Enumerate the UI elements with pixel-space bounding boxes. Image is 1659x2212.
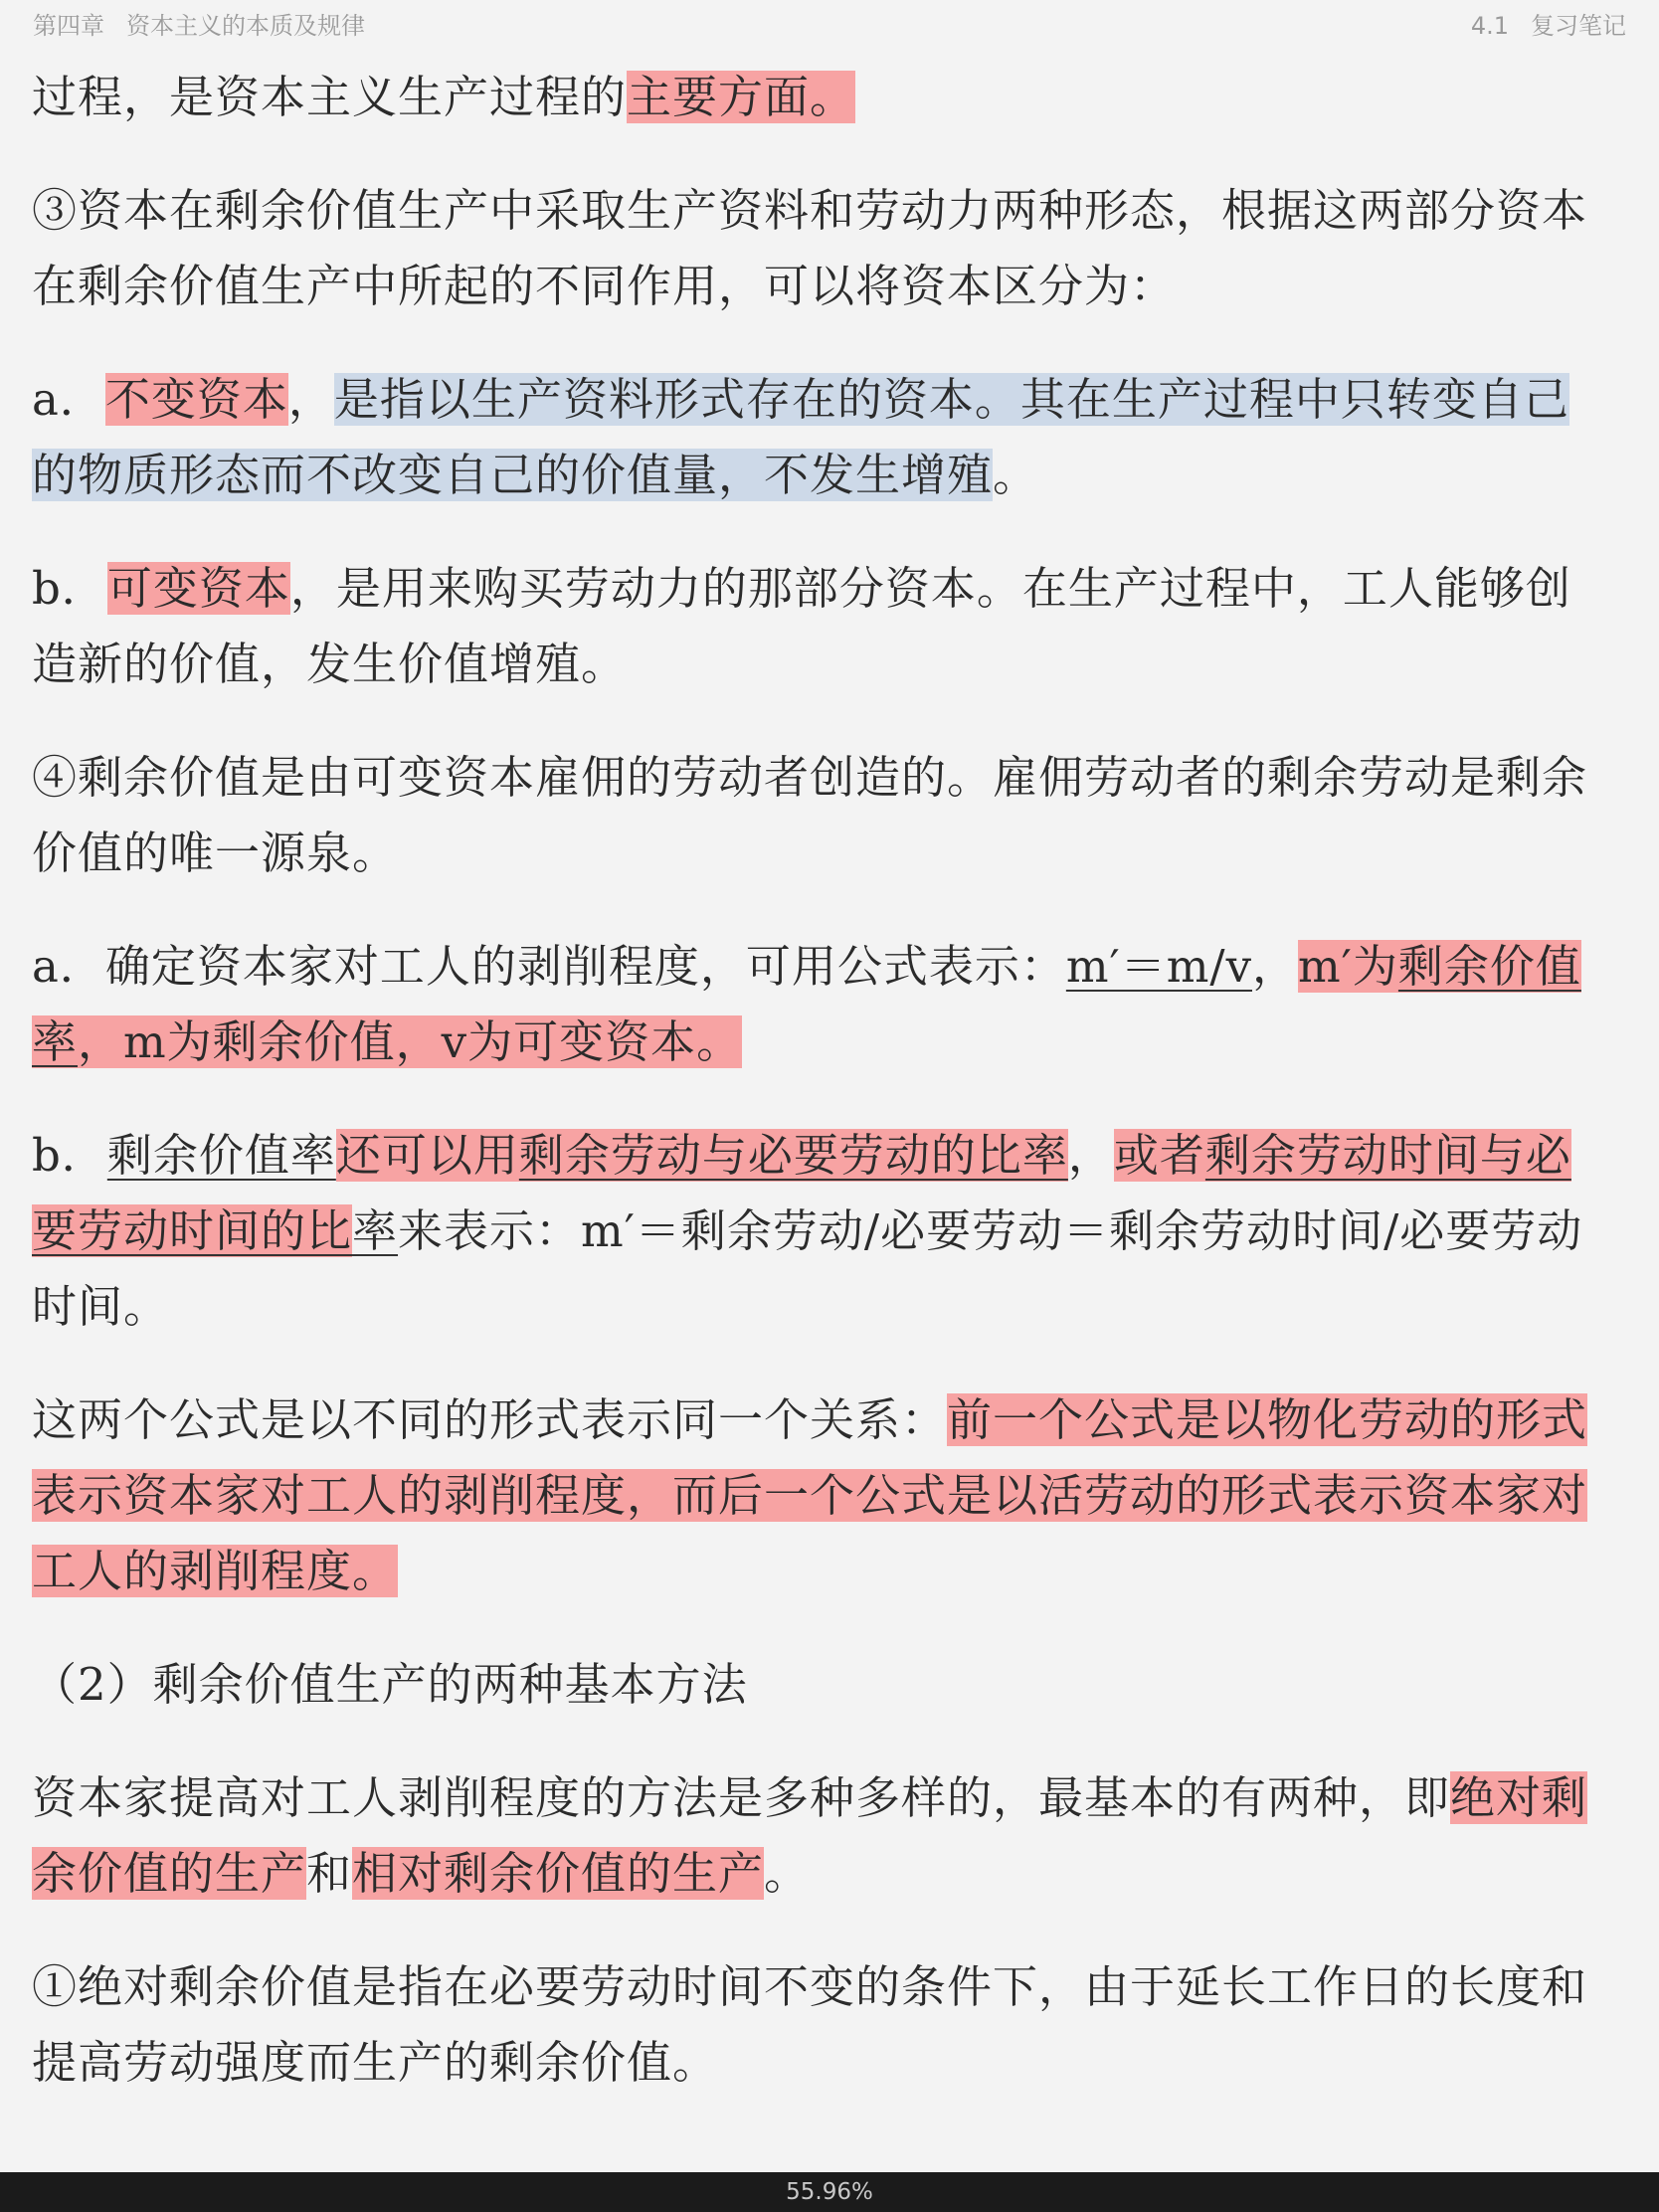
paragraph-9-heading[interactable] [32,1647,1611,1723]
paragraph-10[interactable] [32,1760,1611,1912]
highlight-blue[interactable]: 是指以生产资料形式存在的资本。其在生产过程中只转变自己的物质形态而不改变自己的价值量，不发生增殖 [32,373,1569,501]
highlight-red[interactable]: 或者 [1113,1129,1205,1182]
text-run: 这两个公式是以不同的形式表示同一个关系： [32,1393,948,1446]
highlight-red[interactable]: 还可以用 [335,1129,519,1182]
text-run: a． [32,373,105,426]
text-run: （2）剩余价值生产的两种基本方法 [32,1658,748,1711]
highlight-red[interactable]: m′为 [1298,940,1398,993]
text-run: b． [32,1129,107,1182]
text-run: 来表示：m′＝剩余劳动/必要劳动＝剩余劳动时间/必要劳动时间。 [32,1204,1583,1333]
underline-mark[interactable]: 剩余价值率 [106,1129,336,1182]
section-number: 4.1 [1470,12,1509,40]
section-title: 复习笔记 [1531,12,1626,40]
highlight-red[interactable]: 主要方面。 [627,71,856,123]
paragraph-7[interactable] [32,1118,1611,1345]
underline-mark[interactable]: m′＝m/v [1065,940,1252,993]
highlight-red[interactable]: 前一个公式是以物化劳动的形式表示资本家对工人的剥削程度，而后一个公式是以活劳动的形式表示资本家对工人的剥削程度。 [32,1393,1588,1597]
text-run: ， [1067,1129,1114,1182]
paragraph-6[interactable] [32,929,1611,1080]
page-content [32,60,1611,2138]
text-run: 和 [306,1847,353,1900]
text-run: ，是用来购买劳动力的那部分资本。在生产过程中，工人能够创造新的价值，发生价值增殖。 [32,562,1571,690]
text-run: ④剩余价值是由可变资本雇佣的劳动者创造的。雇佣劳动者的剩余劳动是剩余价值的唯一源泉。 [32,751,1588,879]
reading-progress-percent: 55.96% [786,2179,873,2205]
text-run: 。 [764,1847,811,1900]
reader-header [0,0,1659,44]
text-run: b． [32,562,107,615]
text-run: ， [1252,940,1299,993]
text-run: a．确定资本家对工人的剥削程度，可用公式表示： [32,940,1066,993]
highlight-red[interactable]: 绝对剩余价值的生产 [32,1771,1588,1900]
highlight-red-underlined[interactable]: 剩余劳动时间与必要劳动时间的比 [32,1129,1571,1257]
paragraph-3[interactable] [32,362,1611,513]
text-run: 资本家提高对工人剥削程度的方法是多种多样的，最基本的有两种，即 [32,1771,1451,1824]
text-run: ， [287,373,334,426]
highlight-red[interactable]: 相对剩余价值的生产 [352,1847,765,1900]
text-run: ①绝对剩余价值是指在必要劳动时间不变的条件下，由于延长工作日的长度和提高劳动强度而生产的剩余价值。 [32,1960,1588,2089]
highlight-red-underlined[interactable]: 剩余价值率 [32,940,1581,1068]
chapter-title: 资本主义的本质及规律 [126,12,365,40]
text-run: ③资本在剩余价值生产中采取生产资料和劳动力两种形态，根据这两部分资本在剩余价值生产中所起的不同作用，可以将资本区分为： [32,184,1588,312]
paragraph-4[interactable] [32,551,1611,702]
paragraph-1[interactable] [32,60,1611,135]
paragraph-11[interactable] [32,1949,1611,2101]
chapter-label [33,6,365,41]
section-label [1471,6,1626,41]
underline-mark[interactable]: 率 [352,1204,399,1257]
text-run: 。 [993,449,1039,501]
highlight-red-underlined[interactable]: 剩余劳动与必要劳动的比率 [518,1129,1068,1182]
paragraph-5[interactable] [32,740,1611,891]
highlight-red[interactable]: 可变资本 [106,562,290,615]
chapter-number: 第四章 [33,12,104,40]
text-run: 过程，是资本主义生产过程的 [32,71,628,123]
highlight-red[interactable]: 不变资本 [104,373,288,426]
reading-progress-bar [0,2172,1659,2212]
paragraph-2[interactable] [32,173,1611,324]
highlight-red[interactable]: ，m为剩余价值，v为可变资本。 [78,1015,743,1068]
paragraph-8[interactable] [32,1382,1611,1609]
